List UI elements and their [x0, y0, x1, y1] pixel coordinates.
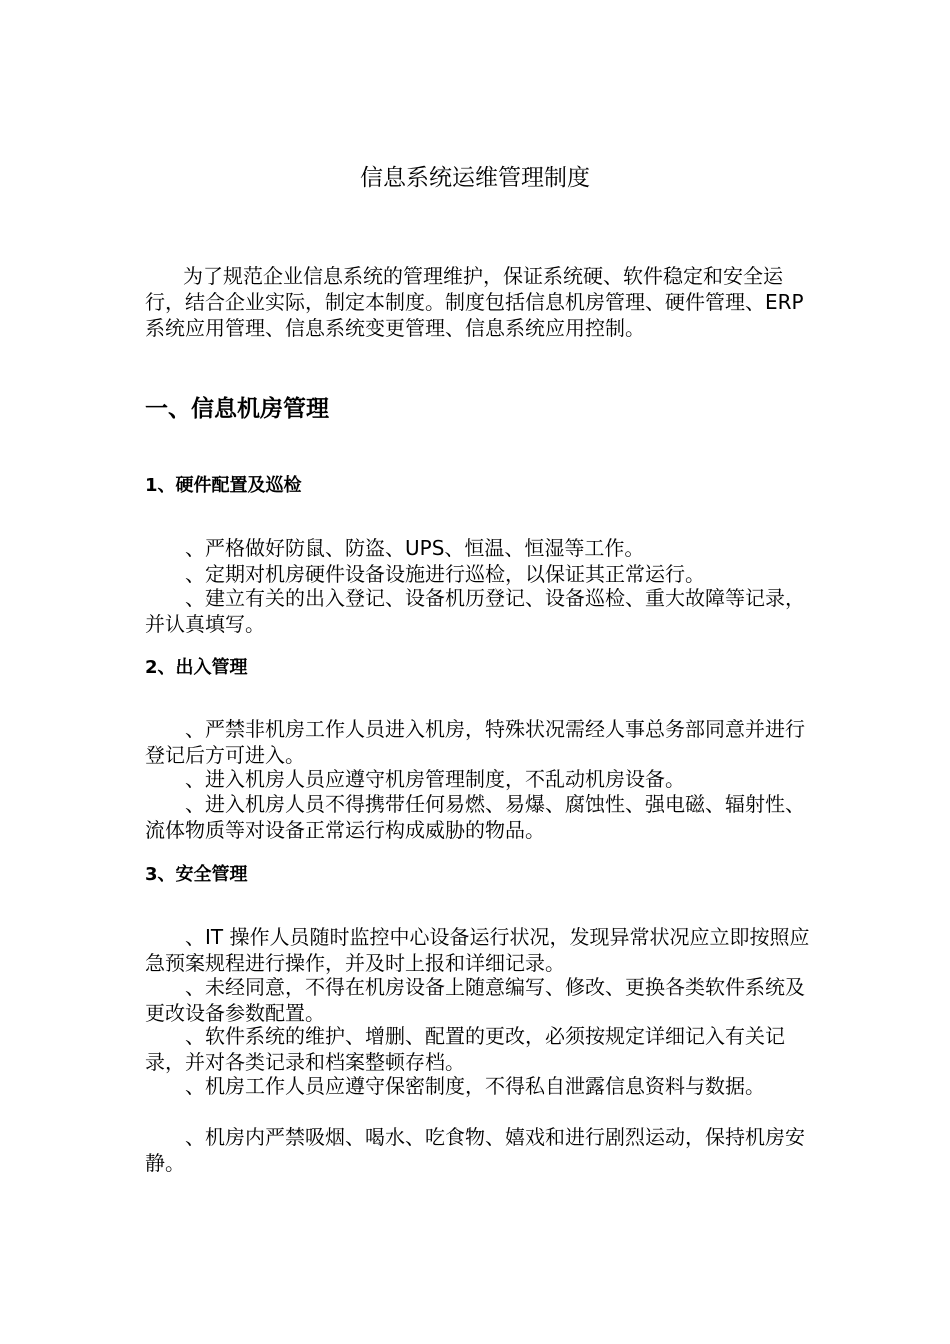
subsection-heading-access: 2、出入管理: [145, 657, 248, 678]
section-heading-machine-room: 一、信息机房管理: [145, 396, 329, 422]
list-item: 、进入机房人员不得携带任何易燃、易爆、腐蚀性、强电磁、辐射性、流体物质等对设备正常运行构成威胁的物品。: [145, 792, 805, 842]
intro-paragraph: 为了规范企业信息系统的管理维护，保证系统硬、软件稳定和安全运行，结合企业实际，制定本制度。制度包括信息机房管理、硬件管理、ERP 系统应用管理、信息系统变更管理、信息系统应用控制。: [145, 264, 804, 340]
list-item: 、定期对机房硬件设备设施进行巡检，以保证其正常运行。: [185, 562, 705, 586]
list-item: 、机房内严禁吸烟、喝水、吃食物、嬉戏和进行剧烈运动，保持机房安静。: [145, 1125, 805, 1175]
document-title: 信息系统运维管理制度: [360, 165, 590, 191]
list-item: 、建立有关的出入登记、设备机历登记、设备巡检、重大故障等记录，并认真填写。: [145, 586, 805, 636]
list-item: 、严格做好防鼠、防盗、UPS、恒温、恒湿等工作。: [185, 536, 645, 560]
list-item: 、严禁非机房工作人员进入机房，特殊状况需经人事总务部同意并进行登记后方可进入。: [145, 717, 805, 767]
subsection-heading-hardware: 1、硬件配置及巡检: [145, 475, 302, 496]
list-item: 、IT 操作人员随时监控中心设备运行状况，发现异常状况应立即按照应急预案规程进行操作，并及时上报和详细记录。: [145, 925, 810, 975]
list-item: 、软件系统的维护、增删、配置的更改，必须按规定详细记入有关记录，并对各类记录和档案整顿存档。: [145, 1024, 785, 1074]
list-item: 、未经同意，不得在机房设备上随意编写、修改、更换各类软件系统及更改设备参数配置。: [145, 975, 805, 1025]
list-item: 、机房工作人员应遵守保密制度，不得私自泄露信息资料与数据。: [185, 1074, 765, 1098]
subsection-heading-security: 3、安全管理: [145, 864, 248, 885]
list-item: 、进入机房人员应遵守机房管理制度，不乱动机房设备。: [185, 767, 685, 791]
